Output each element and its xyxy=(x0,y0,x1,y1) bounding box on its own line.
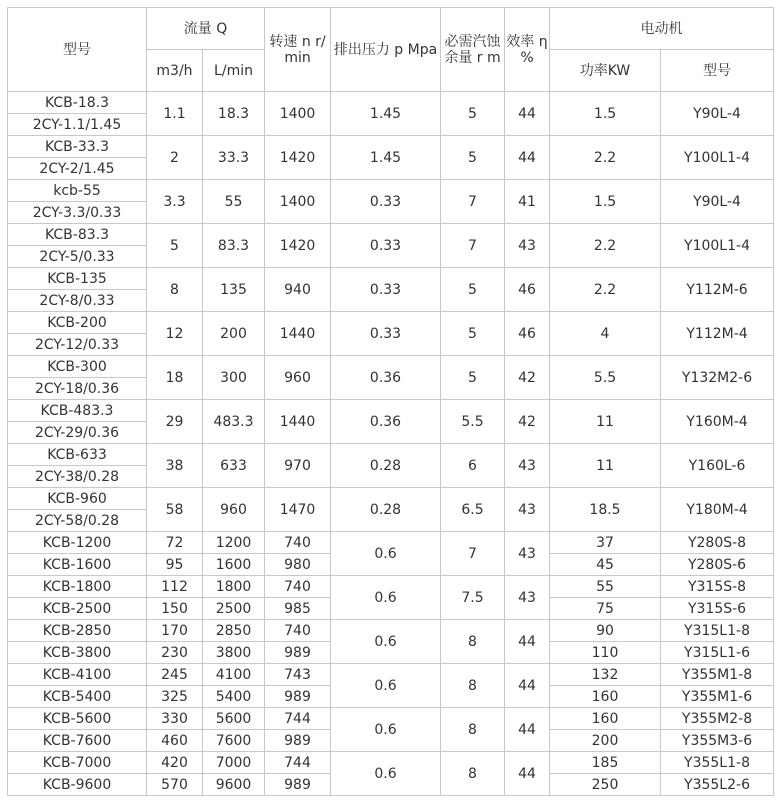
motor-model-cell: Y280S-8 xyxy=(661,532,774,554)
model-cell: kcb-55 xyxy=(8,180,147,202)
motor-model-cell: Y315S-8 xyxy=(661,576,774,598)
efficiency-cell: 44 xyxy=(505,620,550,664)
table-row xyxy=(8,136,774,158)
flow-m3h-cell: 95 xyxy=(147,554,203,576)
flow-lmin-cell: 33.3 xyxy=(203,136,265,180)
header-speed: 转速 n r/min xyxy=(265,8,331,92)
flow-lmin-cell: 2500 xyxy=(203,598,265,620)
flow-m3h-cell: 18 xyxy=(147,356,203,400)
pressure-cell: 0.6 xyxy=(331,620,441,664)
table-row xyxy=(8,752,774,774)
npsh-cell: 5 xyxy=(441,268,505,312)
motor-model-cell: Y315S-6 xyxy=(661,598,774,620)
motor-power-cell: 90 xyxy=(550,620,661,642)
model-alt-cell: 2CY-18/0.36 xyxy=(8,378,147,400)
header-pressure: 排出压力 p Mpa xyxy=(331,8,441,92)
flow-lmin-cell: 7000 xyxy=(203,752,265,774)
motor-power-cell: 185 xyxy=(550,752,661,774)
flow-m3h-cell: 8 xyxy=(147,268,203,312)
flow-lmin-cell: 300 xyxy=(203,356,265,400)
header-flow-m3h: m3/h xyxy=(147,50,203,92)
model-cell: KCB-7000 xyxy=(8,752,147,774)
npsh-cell: 5.5 xyxy=(441,400,505,444)
pressure-cell: 0.6 xyxy=(331,532,441,576)
motor-model-cell: Y355M2-8 xyxy=(661,708,774,730)
model-cell: KCB-3800 xyxy=(8,642,147,664)
model-cell: KCB-18.3 xyxy=(8,92,147,114)
npsh-cell: 7 xyxy=(441,532,505,576)
npsh-cell: 8 xyxy=(441,708,505,752)
flow-lmin-cell: 5400 xyxy=(203,686,265,708)
motor-model-cell: Y112M-6 xyxy=(661,268,774,312)
table-row xyxy=(8,488,774,510)
model-alt-cell: 2CY-1.1/1.45 xyxy=(8,114,147,136)
speed-cell: 744 xyxy=(265,708,331,730)
table-row xyxy=(8,312,774,334)
flow-m3h-cell: 12 xyxy=(147,312,203,356)
speed-cell: 1420 xyxy=(265,136,331,180)
efficiency-cell: 43 xyxy=(505,488,550,532)
motor-power-cell: 4 xyxy=(550,312,661,356)
speed-cell: 743 xyxy=(265,664,331,686)
motor-power-cell: 2.2 xyxy=(550,268,661,312)
speed-cell: 989 xyxy=(265,730,331,752)
motor-model-cell: Y355M1-8 xyxy=(661,664,774,686)
speed-cell: 744 xyxy=(265,752,331,774)
pressure-cell: 0.36 xyxy=(331,400,441,444)
speed-cell: 960 xyxy=(265,356,331,400)
speed-cell: 740 xyxy=(265,620,331,642)
efficiency-cell: 43 xyxy=(505,224,550,268)
pressure-cell: 0.6 xyxy=(331,708,441,752)
model-cell: KCB-300 xyxy=(8,356,147,378)
npsh-cell: 6.5 xyxy=(441,488,505,532)
header-motor-model: 型号 xyxy=(661,50,774,92)
flow-lmin-cell: 2850 xyxy=(203,620,265,642)
header-flow: 流量 Q xyxy=(147,8,265,50)
motor-power-cell: 5.5 xyxy=(550,356,661,400)
flow-m3h-cell: 58 xyxy=(147,488,203,532)
motor-model-cell: Y90L-4 xyxy=(661,92,774,136)
npsh-cell: 7 xyxy=(441,180,505,224)
motor-power-cell: 250 xyxy=(550,774,661,796)
speed-cell: 970 xyxy=(265,444,331,488)
model-alt-cell: 2CY-5/0.33 xyxy=(8,246,147,268)
motor-model-cell: Y112M-4 xyxy=(661,312,774,356)
header-efficiency: 效率 η % xyxy=(505,8,550,92)
efficiency-cell: 46 xyxy=(505,268,550,312)
speed-cell: 1400 xyxy=(265,180,331,224)
table-row xyxy=(8,532,774,554)
speed-cell: 989 xyxy=(265,642,331,664)
npsh-cell: 8 xyxy=(441,664,505,708)
speed-cell: 940 xyxy=(265,268,331,312)
flow-m3h-cell: 245 xyxy=(147,664,203,686)
flow-lmin-cell: 1800 xyxy=(203,576,265,598)
efficiency-cell: 44 xyxy=(505,664,550,708)
motor-model-cell: Y355L1-8 xyxy=(661,752,774,774)
flow-lmin-cell: 3800 xyxy=(203,642,265,664)
flow-lmin-cell: 135 xyxy=(203,268,265,312)
motor-power-cell: 132 xyxy=(550,664,661,686)
flow-m3h-cell: 29 xyxy=(147,400,203,444)
flow-lmin-cell: 483.3 xyxy=(203,400,265,444)
motor-model-cell: Y132M2-6 xyxy=(661,356,774,400)
flow-lmin-cell: 633 xyxy=(203,444,265,488)
model-alt-cell: 2CY-12/0.33 xyxy=(8,334,147,356)
motor-power-cell: 160 xyxy=(550,708,661,730)
model-alt-cell: 2CY-8/0.33 xyxy=(8,290,147,312)
table-row xyxy=(8,224,774,246)
flow-m3h-cell: 38 xyxy=(147,444,203,488)
motor-model-cell: Y315L1-6 xyxy=(661,642,774,664)
efficiency-cell: 43 xyxy=(505,576,550,620)
flow-lmin-cell: 4100 xyxy=(203,664,265,686)
npsh-cell: 5 xyxy=(441,92,505,136)
motor-power-cell: 2.2 xyxy=(550,136,661,180)
motor-power-cell: 200 xyxy=(550,730,661,752)
efficiency-cell: 43 xyxy=(505,532,550,576)
table-row xyxy=(8,180,774,202)
efficiency-cell: 44 xyxy=(505,136,550,180)
speed-cell: 740 xyxy=(265,576,331,598)
efficiency-cell: 44 xyxy=(505,752,550,796)
table-row xyxy=(8,92,774,114)
model-cell: KCB-4100 xyxy=(8,664,147,686)
table-row xyxy=(8,444,774,466)
motor-power-cell: 110 xyxy=(550,642,661,664)
model-cell: KCB-1600 xyxy=(8,554,147,576)
pressure-cell: 0.33 xyxy=(331,268,441,312)
motor-power-cell: 55 xyxy=(550,576,661,598)
speed-cell: 1420 xyxy=(265,224,331,268)
npsh-cell: 6 xyxy=(441,444,505,488)
model-alt-cell: 2CY-58/0.28 xyxy=(8,510,147,532)
table-row xyxy=(8,268,774,290)
flow-m3h-cell: 325 xyxy=(147,686,203,708)
header-model: 型号 xyxy=(8,8,147,92)
model-cell: KCB-1800 xyxy=(8,576,147,598)
flow-m3h-cell: 570 xyxy=(147,774,203,796)
table-row xyxy=(8,664,774,686)
flow-m3h-cell: 230 xyxy=(147,642,203,664)
motor-power-cell: 2.2 xyxy=(550,224,661,268)
motor-power-cell: 37 xyxy=(550,532,661,554)
pressure-cell: 0.6 xyxy=(331,576,441,620)
header-npsh: 必需汽蚀余量 r m xyxy=(441,8,505,92)
npsh-cell: 8 xyxy=(441,620,505,664)
motor-model-cell: Y160L-6 xyxy=(661,444,774,488)
table-body xyxy=(8,92,774,796)
flow-m3h-cell: 2 xyxy=(147,136,203,180)
efficiency-cell: 42 xyxy=(505,400,550,444)
flow-m3h-cell: 112 xyxy=(147,576,203,598)
flow-lmin-cell: 83.3 xyxy=(203,224,265,268)
header-motor-power: 功率KW xyxy=(550,50,661,92)
efficiency-cell: 41 xyxy=(505,180,550,224)
efficiency-cell: 44 xyxy=(505,708,550,752)
motor-model-cell: Y355M1-6 xyxy=(661,686,774,708)
pressure-cell: 0.6 xyxy=(331,664,441,708)
flow-m3h-cell: 1.1 xyxy=(147,92,203,136)
speed-cell: 1400 xyxy=(265,92,331,136)
pressure-cell: 0.6 xyxy=(331,752,441,796)
model-cell: KCB-200 xyxy=(8,312,147,334)
motor-model-cell: Y315L1-8 xyxy=(661,620,774,642)
pressure-cell: 0.36 xyxy=(331,356,441,400)
model-cell: KCB-7600 xyxy=(8,730,147,752)
npsh-cell: 5 xyxy=(441,356,505,400)
flow-m3h-cell: 5 xyxy=(147,224,203,268)
table-row xyxy=(8,356,774,378)
pressure-cell: 1.45 xyxy=(331,136,441,180)
flow-m3h-cell: 150 xyxy=(147,598,203,620)
motor-power-cell: 75 xyxy=(550,598,661,620)
model-alt-cell: 2CY-38/0.28 xyxy=(8,466,147,488)
flow-m3h-cell: 330 xyxy=(147,708,203,730)
flow-m3h-cell: 420 xyxy=(147,752,203,774)
speed-cell: 1470 xyxy=(265,488,331,532)
flow-lmin-cell: 5600 xyxy=(203,708,265,730)
header-motor: 电动机 xyxy=(550,8,774,50)
pressure-cell: 0.28 xyxy=(331,444,441,488)
table-row xyxy=(8,576,774,598)
model-cell: KCB-135 xyxy=(8,268,147,290)
pressure-cell: 0.33 xyxy=(331,180,441,224)
flow-lmin-cell: 960 xyxy=(203,488,265,532)
motor-power-cell: 11 xyxy=(550,400,661,444)
motor-power-cell: 1.5 xyxy=(550,92,661,136)
speed-cell: 980 xyxy=(265,554,331,576)
motor-power-cell: 1.5 xyxy=(550,180,661,224)
flow-lmin-cell: 7600 xyxy=(203,730,265,752)
motor-power-cell: 45 xyxy=(550,554,661,576)
speed-cell: 989 xyxy=(265,774,331,796)
npsh-cell: 5 xyxy=(441,312,505,356)
pressure-cell: 0.33 xyxy=(331,312,441,356)
table-row xyxy=(8,708,774,730)
flow-lmin-cell: 1600 xyxy=(203,554,265,576)
motor-model-cell: Y100L1-4 xyxy=(661,136,774,180)
model-cell: KCB-5400 xyxy=(8,686,147,708)
efficiency-cell: 42 xyxy=(505,356,550,400)
flow-lmin-cell: 9600 xyxy=(203,774,265,796)
flow-m3h-cell: 170 xyxy=(147,620,203,642)
speed-cell: 985 xyxy=(265,598,331,620)
table-row xyxy=(8,620,774,642)
npsh-cell: 7 xyxy=(441,224,505,268)
pressure-cell: 1.45 xyxy=(331,92,441,136)
flow-m3h-cell: 3.3 xyxy=(147,180,203,224)
flow-lmin-cell: 55 xyxy=(203,180,265,224)
motor-model-cell: Y280S-6 xyxy=(661,554,774,576)
model-alt-cell: 2CY-3.3/0.33 xyxy=(8,202,147,224)
motor-power-cell: 160 xyxy=(550,686,661,708)
efficiency-cell: 44 xyxy=(505,92,550,136)
flow-lmin-cell: 200 xyxy=(203,312,265,356)
flow-lmin-cell: 18.3 xyxy=(203,92,265,136)
flow-m3h-cell: 72 xyxy=(147,532,203,554)
npsh-cell: 8 xyxy=(441,752,505,796)
efficiency-cell: 46 xyxy=(505,312,550,356)
motor-model-cell: Y160M-4 xyxy=(661,400,774,444)
model-cell: KCB-33.3 xyxy=(8,136,147,158)
motor-model-cell: Y355L2-6 xyxy=(661,774,774,796)
model-cell: KCB-1200 xyxy=(8,532,147,554)
flow-m3h-cell: 460 xyxy=(147,730,203,752)
motor-power-cell: 18.5 xyxy=(550,488,661,532)
table-row xyxy=(8,400,774,422)
model-cell: KCB-83.3 xyxy=(8,224,147,246)
speed-cell: 1440 xyxy=(265,400,331,444)
motor-model-cell: Y90L-4 xyxy=(661,180,774,224)
flow-lmin-cell: 1200 xyxy=(203,532,265,554)
model-alt-cell: 2CY-2/1.45 xyxy=(8,158,147,180)
model-alt-cell: 2CY-29/0.36 xyxy=(8,422,147,444)
pump-spec-table xyxy=(7,7,774,796)
motor-model-cell: Y100L1-4 xyxy=(661,224,774,268)
pressure-cell: 0.33 xyxy=(331,224,441,268)
model-cell: KCB-5600 xyxy=(8,708,147,730)
efficiency-cell: 43 xyxy=(505,444,550,488)
model-cell: KCB-483.3 xyxy=(8,400,147,422)
motor-power-cell: 11 xyxy=(550,444,661,488)
model-cell: KCB-2850 xyxy=(8,620,147,642)
header-flow-lmin: L/min xyxy=(203,50,265,92)
npsh-cell: 5 xyxy=(441,136,505,180)
model-cell: KCB-633 xyxy=(8,444,147,466)
model-cell: KCB-2500 xyxy=(8,598,147,620)
npsh-cell: 7.5 xyxy=(441,576,505,620)
speed-cell: 1440 xyxy=(265,312,331,356)
model-cell: KCB-9600 xyxy=(8,774,147,796)
speed-cell: 740 xyxy=(265,532,331,554)
pressure-cell: 0.28 xyxy=(331,488,441,532)
model-cell: KCB-960 xyxy=(8,488,147,510)
motor-model-cell: Y355M3-6 xyxy=(661,730,774,752)
speed-cell: 989 xyxy=(265,686,331,708)
motor-model-cell: Y180M-4 xyxy=(661,488,774,532)
